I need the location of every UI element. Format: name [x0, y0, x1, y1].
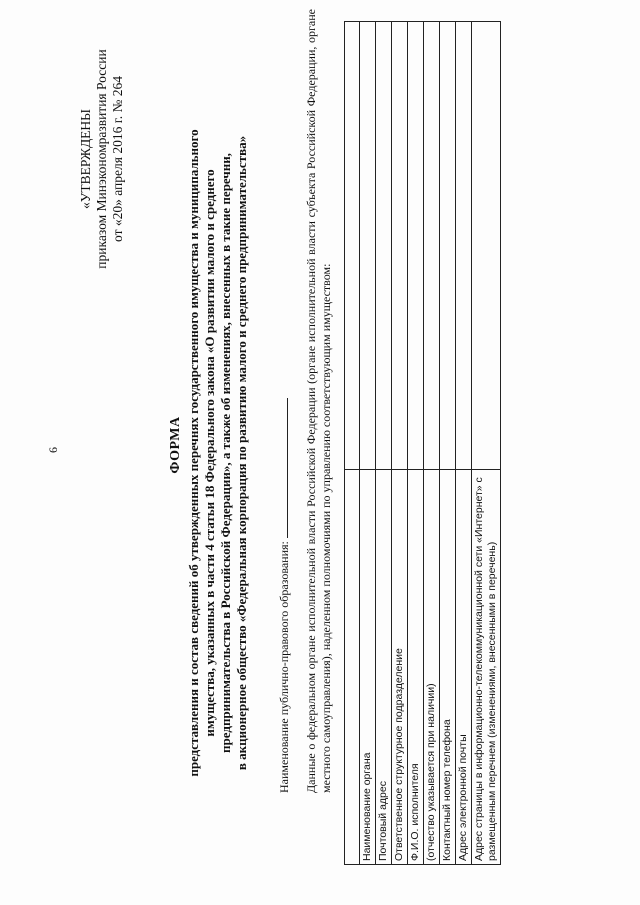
row-value[interactable]	[424, 22, 440, 470]
form-title: ФОРМА	[168, 416, 183, 474]
row-label: Ф.И.О. исполнителя	[408, 470, 424, 865]
approval-stamp	[78, 9, 126, 309]
table-row	[472, 22, 501, 865]
row-value[interactable]	[408, 22, 424, 470]
table-row	[376, 22, 392, 865]
row-label: Наименование органа	[360, 470, 376, 865]
row-label: Почтовый адрес	[376, 470, 392, 865]
municipality-blank-line[interactable]	[276, 398, 288, 538]
subtitle-line: имущества, указанных в части 4 статьи 18 Федерального закона «О развитии малого и среднего	[202, 169, 217, 737]
row-label: Адрес страницы в информационно-телекоммуникационной сети «Интернет» с размещенным перечнем (изменениями, внесенными в перечень)	[472, 470, 501, 865]
municipality-label: Наименование публично-правового образования:	[277, 541, 291, 793]
row-value[interactable]	[472, 22, 501, 470]
municipality-row	[276, 233, 292, 793]
approval-line: приказом Минэкономразвития России	[94, 49, 109, 269]
table-row	[440, 22, 456, 865]
table-row	[408, 22, 424, 865]
authority-data-intro: Данные о федеральном органе исполнительной власти Российской Федерации (органе исполнительной власти субъекта Российской Федерации, органе местного самоуправления), наделенном полномочиями по управлению соответствующим имуществом:	[304, 9, 333, 793]
table-row	[360, 22, 376, 865]
table-row	[424, 22, 440, 865]
authority-info-table	[344, 21, 501, 865]
row-value[interactable]	[376, 22, 392, 470]
row-label: Контактный номер телефона	[440, 470, 456, 865]
approval-line: «УТВЕРЖДЕНЫ	[78, 109, 93, 209]
form-subtitle	[186, 113, 250, 793]
table-row	[345, 22, 360, 865]
table-row	[456, 22, 472, 865]
page-number: 6	[46, 447, 60, 453]
row-label: (отчество указывается при наличии)	[424, 470, 440, 865]
row-value[interactable]	[360, 22, 376, 470]
subtitle-line: в акционерное общество «Федеральная корпорация по развитию малого и среднего предпринимательства»	[234, 135, 249, 771]
row-value[interactable]	[456, 22, 472, 470]
row-value[interactable]	[440, 22, 456, 470]
table-row	[392, 22, 408, 865]
approval-line: от «20» апреля 2016 г. № 264	[110, 76, 125, 242]
row-value[interactable]	[392, 22, 408, 470]
subtitle-line: представления и состав сведений об утвержденных перечнях государственного имущества и муниципального	[186, 129, 201, 777]
row-label: Адрес электронной почты	[456, 470, 472, 865]
table-cell	[345, 22, 360, 470]
table-cell	[345, 470, 360, 865]
subtitle-line: предпринимательства в Российской Федерации», а также об изменениях, внесенных в такие перечни,	[218, 153, 233, 753]
row-label: Ответственное структурное подразделение	[392, 470, 408, 865]
